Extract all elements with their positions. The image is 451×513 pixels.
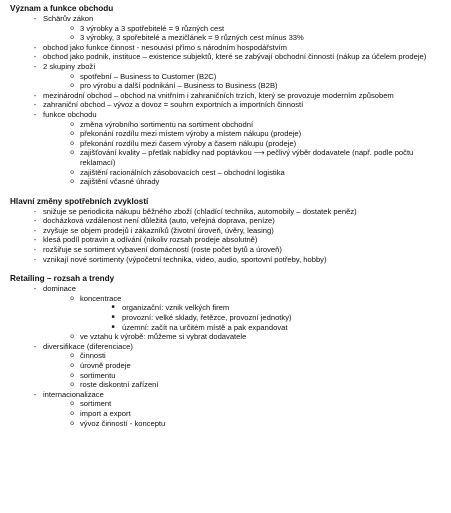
circle-bullet-icon: o (70, 419, 74, 427)
bullet-item-level-1 (10, 62, 445, 72)
bullet-text: překonání rozdílu mezi místem výroby a místem nákupu (prodeje) (80, 129, 302, 139)
circle-bullet-icon: o (70, 34, 74, 42)
circle-bullet-icon: o (70, 294, 74, 302)
dash-bullet-icon: - (33, 61, 37, 71)
bullet-text: docházková vzdálenost není důležitá (auto, veřejná doprava, peníze) (43, 216, 275, 226)
bullet-text: Schärův zákon (43, 14, 94, 23)
dash-bullet-icon: - (33, 206, 37, 216)
dash-bullet-icon: - (33, 109, 37, 119)
bullet-text: spotřební – Business to Customer (B2C) (80, 71, 217, 81)
bullet-item-level-2 (10, 177, 445, 187)
bullet-text: zahraniční obchod – vývoz a dovoz = souhrn exportních a importních činností (43, 100, 304, 110)
bullet-text: zajištění racionálních zásobovacích cest – obchodní logistika (80, 167, 285, 177)
circle-bullet-icon: o (70, 139, 74, 147)
bullet-item-level-1 (10, 390, 445, 400)
bullet-item-level-2 (10, 148, 445, 167)
circle-bullet-icon: o (70, 333, 74, 341)
circle-bullet-icon: o (70, 362, 74, 369)
circle-bullet-icon: o (70, 409, 74, 417)
bullet-text: činnosti (80, 351, 106, 361)
dash-bullet-icon: - (33, 341, 37, 351)
square-bullet-icon: ■ (111, 323, 115, 330)
dash-bullet-icon: - (33, 90, 37, 100)
bullet-text: internacionalizace (43, 389, 104, 399)
bullet-text: roste diskontní zařízení (80, 380, 159, 390)
bullet-item-level-1 (10, 100, 445, 110)
bullet-text: funkce obchodu (43, 109, 97, 119)
bullet-item-level-3 (10, 303, 445, 313)
bullet-text: obchod jako podnik, instituce – existence subjektů, které se zabývají obchodní činností (nákup za účelem prodeje) (43, 52, 427, 62)
bullet-text: import a export (80, 408, 131, 418)
dash-bullet-icon: - (33, 52, 37, 62)
dash-bullet-icon: - (33, 225, 37, 235)
section-gap (10, 187, 445, 197)
bullet-text: úrovně prodeje (80, 361, 131, 370)
bullet-text: obchod jako funkce činnost - nesouvisí přímo s národním hospodářstvím (43, 42, 287, 52)
circle-bullet-icon: o (70, 120, 74, 128)
bullet-item-level-2 (10, 24, 445, 34)
section-heading: Retailing – rozsah a trendy (10, 274, 115, 284)
bullet-text: dominace (43, 284, 76, 294)
bullet-item-level-2 (10, 139, 445, 149)
bullet-text: 2 skupiny zboží (43, 61, 96, 71)
dash-bullet-icon: - (33, 254, 37, 264)
bullet-item-level-1 (10, 43, 445, 53)
bullet-item-level-1 (10, 226, 445, 236)
bullet-item-level-2 (10, 371, 445, 381)
circle-bullet-icon: o (70, 371, 74, 379)
bullet-text: sortimentu (80, 370, 116, 380)
bullet-item-level-2 (10, 72, 445, 82)
bullet-text: 3 výrobky, 3 spořebitelé a mezičlánek = 9 různých cest mínus 33% (80, 33, 304, 43)
dash-bullet-icon: - (33, 42, 37, 52)
bullet-item-level-2 (10, 380, 445, 390)
bullet-item-level-1 (10, 284, 445, 294)
bullet-item-level-1 (10, 110, 445, 120)
dash-bullet-icon: - (33, 100, 37, 110)
bullet-text: sortiment (80, 399, 112, 409)
circle-bullet-icon: o (70, 149, 74, 157)
dash-bullet-icon: - (33, 235, 37, 245)
bullet-item-level-1 (10, 245, 445, 255)
bullet-item-level-2 (10, 120, 445, 130)
bullet-text: vývoz činností - konceptu (80, 418, 166, 428)
dash-bullet-icon: - (33, 284, 37, 294)
circle-bullet-icon: o (70, 381, 74, 389)
bullet-item-level-1 (10, 235, 445, 245)
bullet-text: překonání rozdílu mezi časem výroby a časem nákupu (prodeje) (80, 138, 297, 148)
bullet-text: zajištění včasné úhrady (80, 177, 160, 187)
bullet-item-level-2 (10, 419, 445, 429)
dash-bullet-icon: - (33, 389, 37, 399)
bullet-text: provozní: velké sklady, řetězce, provozní jednotky) (122, 313, 292, 323)
circle-bullet-icon: o (70, 168, 74, 176)
bullet-item-level-2 (10, 351, 445, 361)
square-bullet-icon: ■ (111, 304, 115, 311)
bullet-text: mezinárodní obchod – obchod na vnitřním i zahraničních trzích, který se provozuje moderním způsobem (43, 90, 394, 100)
dash-bullet-icon: - (33, 245, 37, 255)
bullet-text: zajišťování kvality – přetlak nabídky nad poptávkou ⟶ pečlivý výběr dodavatele (např. podle počtu reklamací) (80, 148, 414, 167)
bullet-item-level-1 (10, 91, 445, 101)
bullet-item-level-2 (10, 129, 445, 139)
bullet-item-level-2 (10, 294, 445, 304)
circle-bullet-icon: o (70, 130, 74, 138)
dash-bullet-icon: - (33, 14, 37, 23)
circle-bullet-icon: o (70, 178, 74, 186)
bullet-text: klesá podíl potravin a odívání (nikoliv rozsah prodeje absolutně) (43, 235, 258, 245)
bullet-item-level-2 (10, 399, 445, 409)
bullet-item-level-2 (10, 409, 445, 419)
bullet-item-level-2 (10, 361, 445, 371)
dash-bullet-icon: - (33, 216, 37, 226)
circle-bullet-icon: o (70, 400, 74, 408)
circle-bullet-icon: o (70, 72, 74, 80)
bullet-item-level-2 (10, 332, 445, 342)
circle-bullet-icon: o (70, 82, 74, 90)
bullet-text: rozšiřuje se sortiment vybavení domácností (roste počet bytů a úroveň) (43, 245, 282, 255)
bullet-item-level-1 (10, 342, 445, 352)
square-bullet-icon: ■ (111, 314, 115, 321)
bullet-text: vznikají nové sortimenty (výpočetní technika, video, audio, sportovní potřeby, hobby) (43, 254, 327, 264)
bullet-text: zvyšuje se objem prodejů i zákazníků (životní úroveň, úvěry, leasing) (43, 225, 274, 235)
bullet-item-level-2 (10, 81, 445, 91)
circle-bullet-icon: o (70, 352, 74, 360)
bullet-text: změna výrobního sortimentu na sortiment obchodní (80, 119, 254, 129)
bullet-text: koncentrace (80, 293, 122, 303)
bullet-item-level-1 (10, 14, 445, 24)
bullet-text: diversifikace (diferenciace) (43, 341, 133, 351)
bullet-text: organizační: vznik velkých firem (122, 303, 230, 313)
bullet-text: ve vztahu k výrobě: můžeme si vybrat dodavatele (80, 332, 247, 342)
section-heading: Význam a funkce obchodu (10, 4, 114, 13)
bullet-text: pro výrobu a další podnikání – Business to Business (B2B) (80, 81, 278, 91)
circle-bullet-icon: o (70, 24, 74, 32)
bullet-item-level-3 (10, 313, 445, 323)
section-heading: Hlavní změny spotřebních zvyklostí (10, 196, 149, 206)
bullet-item-level-1 (10, 216, 445, 226)
bullet-text: 3 výrobky a 3 spotřebitelé = 9 různých cest (80, 23, 225, 33)
bullet-text: územní: začít na určitém místě a pak expandovat (122, 322, 288, 332)
bullet-item-level-1 (10, 52, 445, 62)
bullet-item-level-2 (10, 33, 445, 43)
bullet-item-level-2 (10, 168, 445, 178)
bullet-item-level-1 (10, 255, 445, 265)
section-gap (10, 264, 445, 274)
bullet-item-level-3 (10, 323, 445, 333)
bullet-item-level-1 (10, 207, 445, 217)
bullet-text: snižuje se periodicita nákupu běžného zboží (chladící technika, automobily – dostatek peněz) (43, 206, 357, 216)
